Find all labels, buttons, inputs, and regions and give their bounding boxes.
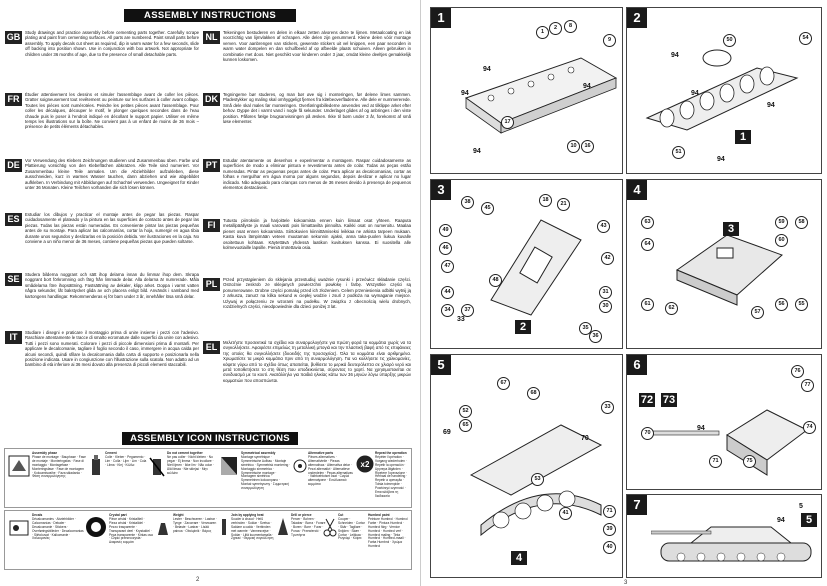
lang-text: Μελετήστε προσεκτικά τα σχέδια και συναρμολογήστε για πρώτη φορά τα κομμάτια χωρίς να τα συγκολλήσετε. Αφαιρέστε επιμελώς τη μεταλλική μπογιά και την πλαστική βαφή από τις επιφάνειες της οποίες θα συγκολλήσετε (δυοειδής της προσοχείας). Όλα τα κομμάτια είναι αριθμημένα. Χρωματίστε τα μικρά κομμάτια πριν από τη συναρμολόγηση. Για να κολλήσετε τις χαλκομανίες, κόψετε γύρω από το σχέδιο όπως απαιτείται, βυθίσετε το μερικά δευτερόλεπτα σε χλιαρό νερό και μετά τοποθετήσετε το στη θέση που υποδεικνύεται, σύροντας το χαρτί. Να χρησιμοποιείται σε συνδυασμό με το κουτί. Ακατάλληλο για παιδιά ηλικίας κάτω των 36 μηνών λόγω ύπαρξης μικρών κομματιών που αποσπώνται. — [223, 340, 411, 383]
sub-assembly-marker: 4 — [511, 551, 527, 565]
step-number: 5 — [431, 355, 451, 375]
part-callout: 54 — [799, 32, 812, 45]
lang-block-nl — [203, 30, 411, 62]
lang-code: DK — [205, 94, 218, 104]
icon-label: Symmetrical assembly — [241, 451, 276, 455]
part-callout: 2 — [549, 22, 562, 35]
part-callout-box: 73 — [662, 394, 676, 406]
part-callout: 39 — [603, 523, 616, 536]
part-callout: 56 — [775, 298, 788, 311]
lang-block-se — [5, 272, 199, 299]
lang-text: Studiare i disegni e praticare il montaggio prima di unire insieme i pezzi con l'adesivo. Raschiare attentamente le tracce di smalto ecromature dalle superfici da unire con adesivo. Tutti i pezzi sono numerati. Colorare i pezzi di piccole dimensioni prima di montarli. Per applicare le decalcomanie, tagliare il foglio secondo il caso, immergere in acqua calda per alcuni secondi, quindi sfilare la decalcomania dalla carta di supporto e posizionarla nella posizione indicata. Usare in congiunzione con l'illustrazione sulla scatola. Non adatto ad un bambino di età inferiore ai 36 mesi dovuto alla presenza di piccoli elementi staccabili. — [25, 330, 199, 368]
page-number-left: 2 — [196, 577, 200, 583]
part-callout: 49 — [439, 224, 452, 237]
icon-label: Decals — [32, 513, 43, 517]
part-callout: 45 — [481, 202, 494, 215]
sub-assembly-marker: 2 — [515, 320, 531, 334]
part-callout: 8 — [564, 20, 577, 33]
part-callout: 63 — [641, 216, 654, 229]
lang-block-gb — [5, 30, 199, 57]
icon-label: Do not cement together — [167, 451, 203, 455]
icon-legend — [4, 446, 412, 576]
lang-block-it — [5, 330, 199, 368]
part-callout: 1 — [536, 26, 549, 39]
part-callout: 60 — [775, 234, 788, 247]
icon-label: Crystal part — [109, 513, 127, 517]
part-callout: 68 — [527, 387, 540, 400]
lang-block-fr — [5, 92, 199, 130]
lang-block-pl — [203, 277, 411, 309]
symmetrical-assembly-icon — [219, 455, 239, 477]
part-label: 94 — [483, 66, 491, 73]
decals-icon — [8, 517, 30, 539]
lang-code: EL — [203, 341, 220, 354]
lang-text: Tekeningen bestuderen en delen in elkaar zetten alvorens deze te lijmen. Metaalcoating en lak voorzichtig van lijmvlakken af schrapen. Alle delen zijn genummerd. Kleine delen vóór montage verven. Voor aanbrengen van stickers, gewenste stickers uit vel knippen, een paar seconden in warm water dompelen en dan schuifbeeld af op afbeelde plaats schuiven. Alleen gebruiken in combinatie met doos. Niet geschikt voor kinderen onder 3 jaar, omdat kleine deeltjes gemakkelijk kunnen loskomen. — [223, 30, 411, 63]
part-callout: 21 — [557, 198, 570, 211]
lang-text: Tutustu piirroksiin ja harjoittele kokoamista ennen kuin liimaat osat yhteen. Raaputa metallipäällyste ja maali varovasti pois liimattavilta pinnoilta. Kaikki osat on numeroitu. Maalaa pienet osat ennen kokoamista. Siirtokuvien kiinnittämiseksi leikkaa ne arkista tarpeen mukaan. Kasta kuva lämpimään veteen muutaman sekunnin ajaksi, anna taka-puolen liukua kuvalle osoitettuun kohtaan. Käytettävä yhdessä laatikon kuvituksen kanssa. Ei suositella alle kolmevuotiaille lapsille. Pieniä irrotettavia osia. — [223, 218, 411, 251]
lang-code: DE — [5, 159, 22, 172]
icon-label: Humbrol paint — [368, 513, 390, 517]
heat-join-icon — [219, 517, 229, 539]
part-callout: 48 — [489, 274, 502, 287]
step-number: 1 — [431, 8, 451, 28]
assembly-phase-icon — [8, 455, 30, 477]
lang-code: NL — [203, 31, 220, 44]
lang-text: Study drawings and practice assembly before cementing parts together. Carefully scrape plating and paint from cementing surfaces. All parts are numbered. Paint small parts before assembly. To apply decals cut sheet as required, dip in warm water for a few seconds, slide off backing into position shown. Use in conjunction with box artwork. Not appropriate for children under 36 months of age, due to the presence of small detachable parts. — [25, 30, 199, 57]
part-label: 69 — [443, 429, 451, 436]
part-callout: 18 — [539, 194, 552, 207]
cut-icon — [323, 517, 337, 539]
part-label: 5 — [799, 503, 803, 510]
part-label: 94 — [461, 90, 469, 97]
part-callout: 30 — [599, 300, 612, 313]
step-3-panel — [430, 179, 623, 349]
turret-detail-drawing — [717, 395, 817, 485]
step-4-panel — [626, 179, 822, 349]
part-callout: 17 — [501, 116, 514, 129]
step-number: 7 — [627, 495, 647, 515]
step-number: 2 — [627, 8, 647, 28]
icon-label: Drill or pierce — [291, 513, 312, 517]
part-callout: 58 — [795, 216, 808, 229]
gun-barrel-drawing — [651, 427, 721, 439]
icon-instructions-banner: ASSEMBLY ICON INSTRUCTIONS — [122, 432, 298, 445]
crystal-part-icon — [85, 515, 107, 539]
sub-assembly-marker: 1 — [735, 130, 751, 144]
sub-assembly-marker: 3 — [723, 222, 739, 236]
part-callout: 34 — [441, 304, 454, 317]
part-label: 94 — [777, 517, 785, 524]
lang-text: Vor Verwendung des Klebers Zeichnungen studieren und Zusammenbau üben. Farbe und Plattierung vorsichtig von den Klebeflächen abkratzen. Alle Teile sind numeriert. Vor Zusammenbau kleine Teile anmalen. Um die Abziehbilder aufzukleben, diese ausschneiden, kurz in warmes Wasser tauchen, dann abziehen und wie abgebildet aufkleben. In Verbindung mit Abbildungen auf Schachtel verwenden. Ungeeignet für Kinder unter 36 Monaten. Kleine Teilchen vorhanden die sich lösen können. — [25, 158, 199, 191]
icon-label: Join by applying heat — [231, 513, 264, 517]
part-callout: 55 — [795, 298, 808, 311]
icon-label: Weight — [173, 513, 184, 517]
part-label: 94 — [697, 425, 705, 432]
drill-icon — [277, 517, 289, 539]
lang-code: FI — [203, 219, 220, 232]
part-callout: 31 — [599, 286, 612, 299]
icon-translations: Pièces alternatives · Alternativteile · Piezas alternativas · Alternativa delar · Pezzi alternativi · Alternatieve onderdelen · Peças alternativas · Vaihtoehtoiset osat · Części alternatywne · Εναλλακτικά κομμάτια — [308, 454, 353, 487]
lang-block-de — [5, 158, 199, 190]
lang-code: IT — [5, 331, 22, 344]
part-callout: 71 — [709, 455, 722, 468]
part-callout: 16 — [581, 140, 594, 153]
icon-translations: Répéter l'opération · Vorgang wiederholen · Repetir la operación · Upprepa åtgärden · Ripetere l'operazione · Herhaal de handeling · Repetir a operação · Toista toimenpide · Powtórzyć czynność · Επαναλάβατε τη διαδικασία — [375, 454, 408, 498]
part-label: 33 — [457, 316, 465, 323]
part-callout: 70 — [641, 427, 654, 440]
hull-upper-drawing — [471, 210, 591, 320]
part-callout: 64 — [641, 238, 654, 251]
lang-block-dk — [203, 92, 411, 124]
part-callout: 71 — [603, 505, 616, 518]
lang-text: Estudiar los dibujos y practicar el montaje antes de pegar las piezas. Raspar cuidadosamente el plateado y la pintura en las superficies de contacto antes de pegar las piezas. Todas las piezas están numeradas. Es conveniente pintar las piezas pequeñas antes de su montaje. Para aplicar las calcomanías, cortar la hoja, sumergir en agua tibia durante unos segundos y deslizarlas en la posición debida. Ver ilustraciones en la caja. No conviene a un niño menor de 36 meses, contiene pequeñas piezas que pueden soltarse. — [25, 212, 199, 245]
hull-lower-drawing — [461, 38, 621, 148]
part-label: 94 — [671, 52, 679, 59]
icon-translations: Peinture Humbrol · Humbrol Farbe · Pintura Humbrol · Humbrol färg · Vernice Humbrol · Humbrol verf · Humbrol maling · Tinta Humbrol · Humbrol-maali · Farba Humbrol · Χρώμα Humbrol — [368, 516, 408, 549]
part-callout: 42 — [601, 252, 614, 265]
part-callout: 76 — [791, 365, 804, 378]
part-callout: 52 — [459, 405, 472, 418]
sub-assembly-marker: 5 — [801, 513, 817, 527]
page-divider — [420, 0, 421, 586]
part-callout: 35 — [579, 322, 592, 335]
icon-label: Cement — [105, 451, 117, 455]
part-label: 94 — [717, 156, 725, 163]
part-callout-box: 72 — [640, 394, 654, 406]
page-number-right: 3 — [624, 580, 628, 586]
part-callout: 10 — [567, 140, 580, 153]
part-callout: 47 — [441, 260, 454, 273]
part-callout: 9 — [603, 34, 616, 47]
lang-text: Przed przystąpieniem do sklejania przestudiuj uważnie rysunki i przećwicz składanie części. Ostrożnie zeskrob ze sklejanych powierzchni powłokę i farbę. Wszystkie części są ponumerowane. Drobne części pomaluj przed ich złożeniem. Celem przeniesienia odbitki wytnij ją z arkusza, zanurz na kilka sekund w ciepłej wodzie i zsuń z podłoża na wymaganie miejsce. Używaj w połączeniu ze wzorami na pudełku. W związku z obecnością wielu drobnych, rozdzielnych części, nieodpowiednie dla dzieci poniżej 3 lat. — [223, 277, 411, 310]
lang-code: FR — [5, 93, 22, 106]
lang-block-el — [203, 340, 411, 383]
part-callout: 67 — [497, 377, 510, 390]
part-label: 94 — [691, 90, 699, 97]
lang-code: GB — [6, 32, 21, 42]
cement-tube-icon — [89, 455, 103, 477]
part-callout: 46 — [439, 242, 452, 255]
left-page — [0, 0, 413, 586]
step-2-panel — [626, 7, 822, 174]
icon-translations: Décalcomanies · Abziehbilder · Calcomanías · Dekaler · Decalcomanie · Stickers · Overføringsbilleder · Decalcomanias · Siirtokuvat · Kalkomanie · Χαλκομανίες — [32, 516, 84, 541]
repeat-x2-icon — [356, 455, 374, 473]
step-7-panel — [626, 494, 822, 578]
icon-translations: Pièce cristal · Kristallteil · Pieza cristal · Kristalldel · Pezzo trasparente · Transparant deel · Krystaldel · Peça transparente · Kirkas osa · Część przezroczysta · Διαφανές κομμάτι — [109, 516, 153, 545]
lang-code: ES — [5, 213, 22, 226]
assembly-instructions-banner: ASSEMBLY INSTRUCTIONS — [124, 9, 296, 22]
lang-code: SE — [5, 273, 22, 286]
icon-translations: Ne pas coller · Nicht kleben · No pegar · Ej limma · Non incollare · Niet lijmen · Ikke lim · Não colar · Älä liimaa · Nie sklejać · Μην κολλάτε — [167, 454, 214, 475]
step-6-panel — [626, 354, 822, 490]
icon-translations: Lester · Beschweren · Lastrar · Tynge · Zavorrare · Verzwaren · Belaste · Lastrar · Lisää painoa · Obciążnik · Βάρος — [173, 516, 217, 533]
icon-label: Repeat the operation — [375, 451, 407, 455]
icon-legend-row-1 — [4, 448, 412, 508]
part-label: 94 — [473, 148, 481, 155]
part-callout: 65 — [459, 419, 472, 432]
icon-label: Alternative parts — [308, 451, 334, 455]
suspension-wheels-drawing — [637, 38, 817, 148]
icon-translations: Colle · Kleber · Pegamento · Lim · Colla · Lijm · Lim · Cola · Liima · Klej · Κόλλα — [105, 454, 147, 467]
part-label: 70 — [581, 435, 589, 442]
part-label: 94 — [583, 83, 591, 90]
icon-translations: Couper · Schneiden · Cortar · Skär · Tagliare · Snijden · Skær · Cortar · Leikkaa · Przyciąć · Κόψτε — [338, 516, 365, 541]
part-callout: 59 — [775, 216, 788, 229]
step-number: 6 — [627, 355, 647, 375]
part-callout: 33 — [601, 401, 614, 414]
part-callout: 75 — [743, 455, 756, 468]
part-callout: 36 — [589, 330, 602, 343]
part-callout: 41 — [559, 507, 572, 520]
part-label: 94 — [767, 102, 775, 109]
part-callout: 57 — [751, 306, 764, 319]
no-cement-icon — [149, 455, 165, 477]
icon-translations: Montage symétrique · Symmetrische Aufbau · Montaje simétrico · Symmetrisk montering · Montaggio simmetrico · Symmetrische montage · Montagem simétrica · Symmetrinen kokoonpano · Montaż symetryczny · Συμμετρική συναρμολόγηση — [241, 454, 291, 491]
lang-text: Estudar atentamente os desenhos e experimentar a montagem. Raspar cuidadosamente as superfícies de modo a eliminar pintura e revestimento antes de colar. Todas as peças estão numeradas. Pintar as pequenas peças antes de colar. Para aplicar as decalcomanias, cortar as folhas e mergulhar em água morna por alguns segundos, depois deslizar e aplicar no lugar indicado. Não adequado para crianças com menos de 36 meses devido à presença de pequenos elementos destacáveis. — [223, 158, 411, 191]
part-callout: 77 — [801, 379, 814, 392]
icon-legend-row-2 — [4, 510, 412, 570]
part-callout: 61 — [641, 298, 654, 311]
part-callout: 44 — [441, 286, 454, 299]
completed-tank-drawing — [651, 509, 819, 575]
step-number: 3 — [431, 180, 451, 200]
alternative-parts-icon — [293, 455, 307, 477]
part-callout: 74 — [803, 421, 816, 434]
weight-icon — [155, 517, 171, 539]
svg-text:x2: x2 — [360, 460, 370, 469]
step-number: 4 — [627, 180, 647, 200]
step-5-panel — [430, 354, 623, 578]
icon-translations: Souder à chaud · Heiß verbinden · Soldar · Svetsa · Saldare a caldo · Verbinden met warmte · Varmesvejse · Soldar · Liitä kuumentamalla · Zgrzać · Θερμική συγκόλληση — [231, 516, 274, 541]
part-callout: 40 — [603, 541, 616, 554]
icon-translations: Phase de montage · Bauphase · Fase de montaje · Monteringsfas · Fase di montaggio · Montagefase · Monteringsfase · Fase de montagem · Kokoamisvaihe · Faza składania · Φάση συναρμολόγησης — [32, 454, 86, 479]
icon-label: Cut — [338, 513, 344, 517]
lang-text: Tegningerne bør studeres, og man bør øve sig i monteringen, før delene limes sammen. Pladestykker og maling skal omhyggeligt fjernes fra klæbeoverfladerne. Alle dele er nummererede. Små dele skal males før monteringen. Overføringsbillederne anvendes ved at tilklippe arket efter behov. Dyppe det i varmt vand i nogle få sekunder. Underlaget glides af og anbringes i den viste position. Påføres fælge brugsanvisningen på æsken. Ikke til børn under 3 år, forekomst af små løse elementer. — [223, 92, 411, 125]
part-callout: 51 — [672, 146, 685, 159]
lang-text: Étudier attentivement les dessins et simuler l'assemblage avant de coller les pièces. Gratter soigneusement tout revêtement ou peinture sur les surfaces à coller avant collage. Toutes les pièces sont numérotées. Peindre les petites pièces avant l'assemblage. Pour coller les décalques, découper le motif, le plonger quelques secondes dans de l'eau chaude puis le poser à l'endroit indiqué en décollant le support papier. Utiliser en même temps les illustrations sur la boîte. Ne convient pas à un enfant de moins de 36 mois – présence de petits éléments détachables. — [25, 92, 199, 130]
right-page — [428, 0, 827, 586]
step-1-panel — [430, 7, 623, 174]
part-callout: 38 — [461, 196, 474, 209]
icon-label: Assembly phase — [32, 451, 58, 455]
lang-text: Studera bilderna noggrant och sätt ihop delarna innan du limmar ihop dem. Skrapa noggrant bort förkromning och färg från limmade delar. Alla delarna är numrerade. Måla smådelarna före ihopsättning. Fastsättning av dekaler, klipp arket. Doppa i varmt vatten några sekunder, låt bakstycket glida av och placera enligt bild. Används i samband med kartongens handlingar. Rekommenderas ej för barn under 3 år, innehåller lösa små delar. — [25, 272, 199, 299]
lang-code: PL — [203, 278, 220, 291]
icon-translations: Percer · Bohren · Taladrar · Borra · Forare · Boren · Bore · Furar · Poraa · Przewiercić · Τρυπήστε — [291, 516, 326, 537]
lang-block-fi — [203, 218, 411, 250]
part-callout: 37 — [461, 304, 474, 317]
lang-code: PT — [203, 159, 220, 172]
lang-block-pt — [203, 158, 411, 190]
part-callout: 62 — [665, 302, 678, 315]
part-callout: 43 — [597, 220, 610, 233]
part-callout: 50 — [723, 34, 736, 47]
part-callout: 53 — [531, 473, 544, 486]
lang-block-es — [5, 212, 199, 244]
